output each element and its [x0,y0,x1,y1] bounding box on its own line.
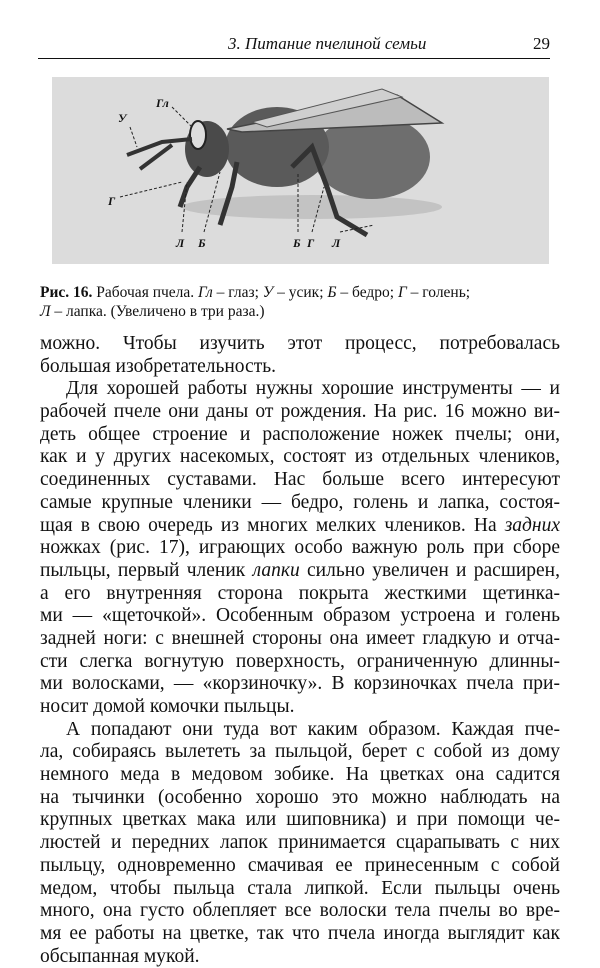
text-line: деть общее строение и расположение ножек пчелы; они, [40,423,560,445]
text-line: носит домой комочки пыльцы. [40,696,295,717]
label-thigh-front: Б [198,236,206,250]
text-segment: сильно увеличен и расширен, [299,559,560,581]
label-foot-front: Л [176,236,185,250]
text-line: задней ноги: с внешней стороны она имеет гладкую и отча- [40,627,560,649]
text-line: рабочей пчеле они даны от рождения. На рис. 16 можно ви- [40,401,560,423]
text-line: много, она густо облепляет все волоски тела пчелы во вре- [40,900,560,922]
text-line: мя ее работы на цветке, так что пчела иногда выглядит как [40,922,560,944]
caption-key: Г [397,284,407,301]
text-line: люстей и передних лапок принимается сцарапывать с них [40,832,560,854]
italic-word: задних [504,514,560,536]
caption-key: Б [327,284,337,301]
caption-key: У [262,284,274,301]
caption-text: Рабочая пчела. [92,284,199,301]
text-line: медом, чтобы пыльца стала липкой. Если пыльцы очень [40,877,560,899]
running-header [38,34,550,59]
bee-illustration [52,77,549,264]
text-line: Для хорошей работы нужны хорошие инструменты — и [66,378,560,400]
text-line: на тычинки (особенно хорошо это можно наблюдать на [40,786,560,808]
text-line: большая изобретательность. [40,355,276,377]
text-segment: пыльцы, первый членик [40,559,253,581]
text-line: ла, собираясь вылететь за пыльцой, берет с собой из дому [40,741,560,763]
text-line [40,560,560,583]
chapter-title: 3. Питание пчелиной семьи [228,34,427,53]
text-line: немного меда в медовом зобике. На цветках она садится [40,764,560,786]
body-text [40,333,560,968]
text-line: обсыпанная мукой. [40,945,200,967]
caption-text: – лапка. (Увеличено в три раза.) [50,303,265,320]
text-line: ножках (рис. 17), играющих особо важную роль при сборе [40,537,560,559]
label-antenna: У [118,111,127,125]
text-line: самые крупные членики — бедро, голень и лапка, состоя- [40,491,560,513]
text-line: как и у других насекомых, состоят из отдельных члеников, [40,446,560,468]
page-number: 29 [533,34,550,53]
label-foot-hind: Л [332,236,341,250]
text-line: сти слегка вогнутую поверхность, ограниченную длинны- [40,650,560,672]
text-line: ми волосками, — «корзиночку». В корзиночках пчела при- [40,673,560,695]
figure-number: Рис. 16. [40,284,93,301]
figure-caption [40,283,560,321]
text-segment: щая в свою очередь из многих мелких члеников. На [40,514,505,536]
text-line: А попадают они туда вот каким образом. Каждая пче- [66,718,560,740]
text-line: соединенных суставами. Нас больше всего интересуют [40,469,560,491]
text-line [40,515,560,538]
caption-text: – глаз; [212,284,263,301]
text-line: крупных цветках мака или шиповника) и при помощи че- [40,809,560,831]
label-thigh-mid: Б [293,236,301,250]
label-eye: Гл [156,96,169,110]
text-line: ми — «щеточкой». Особенным образом устроена и голень [40,605,560,627]
caption-key: Л [40,303,51,320]
text-line: можно. Чтобы изучить этот процесс, потребовалась [40,333,560,354]
text-line: а его внутренняя сторона покрыта жесткими щетинка- [40,582,560,604]
caption-key: Гл [198,284,213,301]
text-line: пыльцу, одновременно смачивая ее принесенным с собой [40,854,560,876]
caption-text: – бедро; [336,284,398,301]
caption-text: – голень; [406,284,471,301]
caption-text: – усик; [273,284,328,301]
italic-word: лапки [252,559,300,581]
label-shin-hind: Г [307,236,315,250]
label-shin-front: Г [108,194,116,208]
